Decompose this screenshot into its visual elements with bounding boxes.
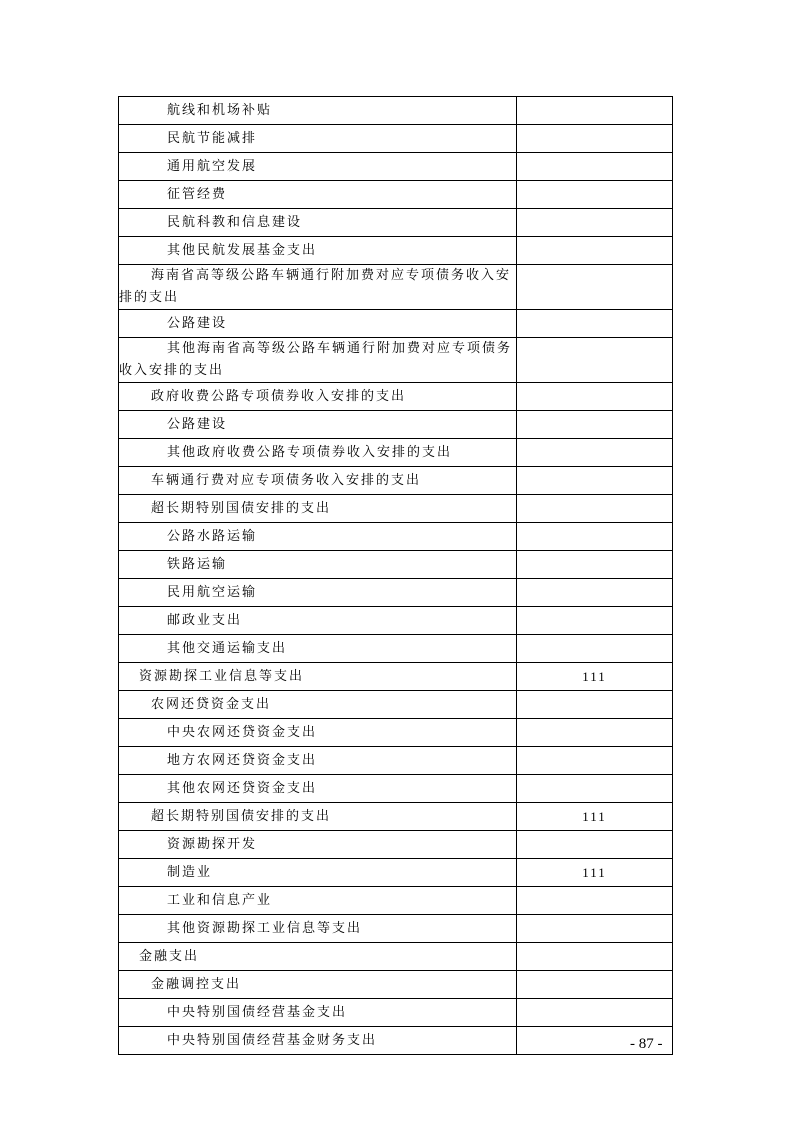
table-row [119,579,673,607]
amount-cell [517,153,673,181]
item-name-cell [119,209,517,237]
amount-cell [517,579,673,607]
amount-cell [517,310,673,338]
item-name-cell [119,265,517,310]
table-row [119,691,673,719]
item-name: 制造业 [167,864,213,880]
item-name-cell [119,747,517,775]
item-name: 中央农网还贷资金支出 [167,724,318,740]
amount-cell [517,265,673,310]
item-name-cell [119,775,517,803]
item-name: 金融调控支出 [151,976,242,992]
item-name-cell [119,411,517,439]
amount-cell [517,887,673,915]
table-row [119,551,673,579]
item-name: 政府收费公路专项债券收入安排的支出 [151,388,407,404]
table-row [119,495,673,523]
amount-cell [517,383,673,411]
table-row [119,338,673,383]
amount-cell [517,635,673,663]
item-name: 其他农网还贷资金支出 [167,780,318,796]
table-row [119,915,673,943]
item-name: 通用航空发展 [167,158,258,174]
item-name-cell [119,551,517,579]
item-name: 其他资源勘探工业信息等支出 [167,920,363,936]
item-name: 民用航空运输 [167,584,258,600]
item-name: 资源勘探开发 [167,836,258,852]
item-name-cell [119,467,517,495]
amount-cell [517,523,673,551]
item-name-cell [119,887,517,915]
item-name: 中央特别国债经营基金支出 [167,1004,348,1020]
item-name: 其他民航发展基金支出 [167,242,318,258]
amount-cell [517,181,673,209]
item-name: 公路建设 [167,416,228,432]
item-name: 中央特别国债经营基金财务支出 [167,1032,378,1048]
table-row [119,383,673,411]
amount-cell [517,439,673,467]
item-name-cell [119,523,517,551]
item-name: 其他政府收费公路专项债券收入安排的支出 [167,444,453,460]
item-name-cell [119,181,517,209]
item-name: 邮政业支出 [167,612,243,628]
table-row [119,153,673,181]
amount-cell [517,971,673,999]
amount-cell [517,607,673,635]
table-row [119,439,673,467]
table-row [119,775,673,803]
amount-cell [517,915,673,943]
item-name-cell [119,663,517,691]
table-row [119,663,673,691]
item-name-cell [119,125,517,153]
item-name-cell [119,803,517,831]
item-name-cell [119,237,517,265]
table-row [119,310,673,338]
item-name: 民航科教和信息建设 [167,214,303,230]
amount-cell [517,691,673,719]
table-row [119,943,673,971]
item-name-cell [119,971,517,999]
table-row [119,237,673,265]
amount-cell: 111 [517,663,673,691]
amount-cell [517,495,673,523]
table-row [119,97,673,125]
table-row [119,635,673,663]
item-name-cell [119,943,517,971]
table-row [119,999,673,1027]
table-row [119,411,673,439]
item-name: 车辆通行费对应专项债务收入安排的支出 [151,472,422,488]
table-row [119,467,673,495]
item-name-cell [119,607,517,635]
item-name: 资源勘探工业信息等支出 [139,668,305,684]
amount-cell [517,551,673,579]
table-row [119,209,673,237]
amount-cell [517,775,673,803]
amount-cell [517,747,673,775]
table-row [119,719,673,747]
item-name-cell [119,859,517,887]
amount-cell [517,999,673,1027]
table-row [119,523,673,551]
item-name-cell [119,310,517,338]
amount-cell [517,411,673,439]
page-number: - 87 - [630,1036,663,1052]
item-name-cell [119,439,517,467]
amount-cell [517,719,673,747]
table-row [119,887,673,915]
item-name: 航线和机场补贴 [167,102,273,118]
item-name-cell [119,153,517,181]
amount-cell [517,97,673,125]
item-name-cell [119,495,517,523]
item-name: 征管经费 [167,186,228,202]
item-name: 海南省高等级公路车辆通行附加费对应专项债务收入安排的支出 [119,268,512,305]
table-row [119,125,673,153]
item-name: 地方农网还贷资金支出 [167,752,318,768]
amount-cell [517,943,673,971]
item-name-cell [119,338,517,383]
table-row [119,607,673,635]
table-row [119,803,673,831]
item-name-cell [119,635,517,663]
table-row [119,859,673,887]
amount-cell [517,125,673,153]
amount-cell [517,237,673,265]
item-name-cell [119,579,517,607]
amount-cell [517,467,673,495]
item-name: 超长期特别国债安排的支出 [151,500,332,516]
item-name: 公路建设 [167,315,228,331]
item-name-cell [119,915,517,943]
amount-cell [517,338,673,383]
item-name: 公路水路运输 [167,528,258,544]
table-row [119,1027,673,1055]
item-name-cell [119,831,517,859]
amount-cell: 111 [517,859,673,887]
table-row [119,747,673,775]
item-name-cell [119,999,517,1027]
item-name: 铁路运输 [167,556,228,572]
table-row [119,831,673,859]
table-row [119,971,673,999]
item-name: 工业和信息产业 [167,892,273,908]
table-row [119,265,673,310]
item-name-cell [119,719,517,747]
item-name-cell [119,691,517,719]
item-name: 农网还贷资金支出 [151,696,272,712]
item-name: 民航节能减排 [167,130,258,146]
item-name: 金融支出 [139,948,200,964]
item-name: 其他海南省高等级公路车辆通行附加费对应专项债务收入安排的支出 [119,341,513,378]
item-name: 其他交通运输支出 [167,640,288,656]
amount-cell [517,831,673,859]
amount-cell: 111 [517,803,673,831]
budget-table [118,96,673,1055]
table-row [119,181,673,209]
item-name: 超长期特别国债安排的支出 [151,808,332,824]
amount-cell [517,209,673,237]
item-name-cell [119,97,517,125]
item-name-cell [119,1027,517,1055]
item-name-cell [119,383,517,411]
